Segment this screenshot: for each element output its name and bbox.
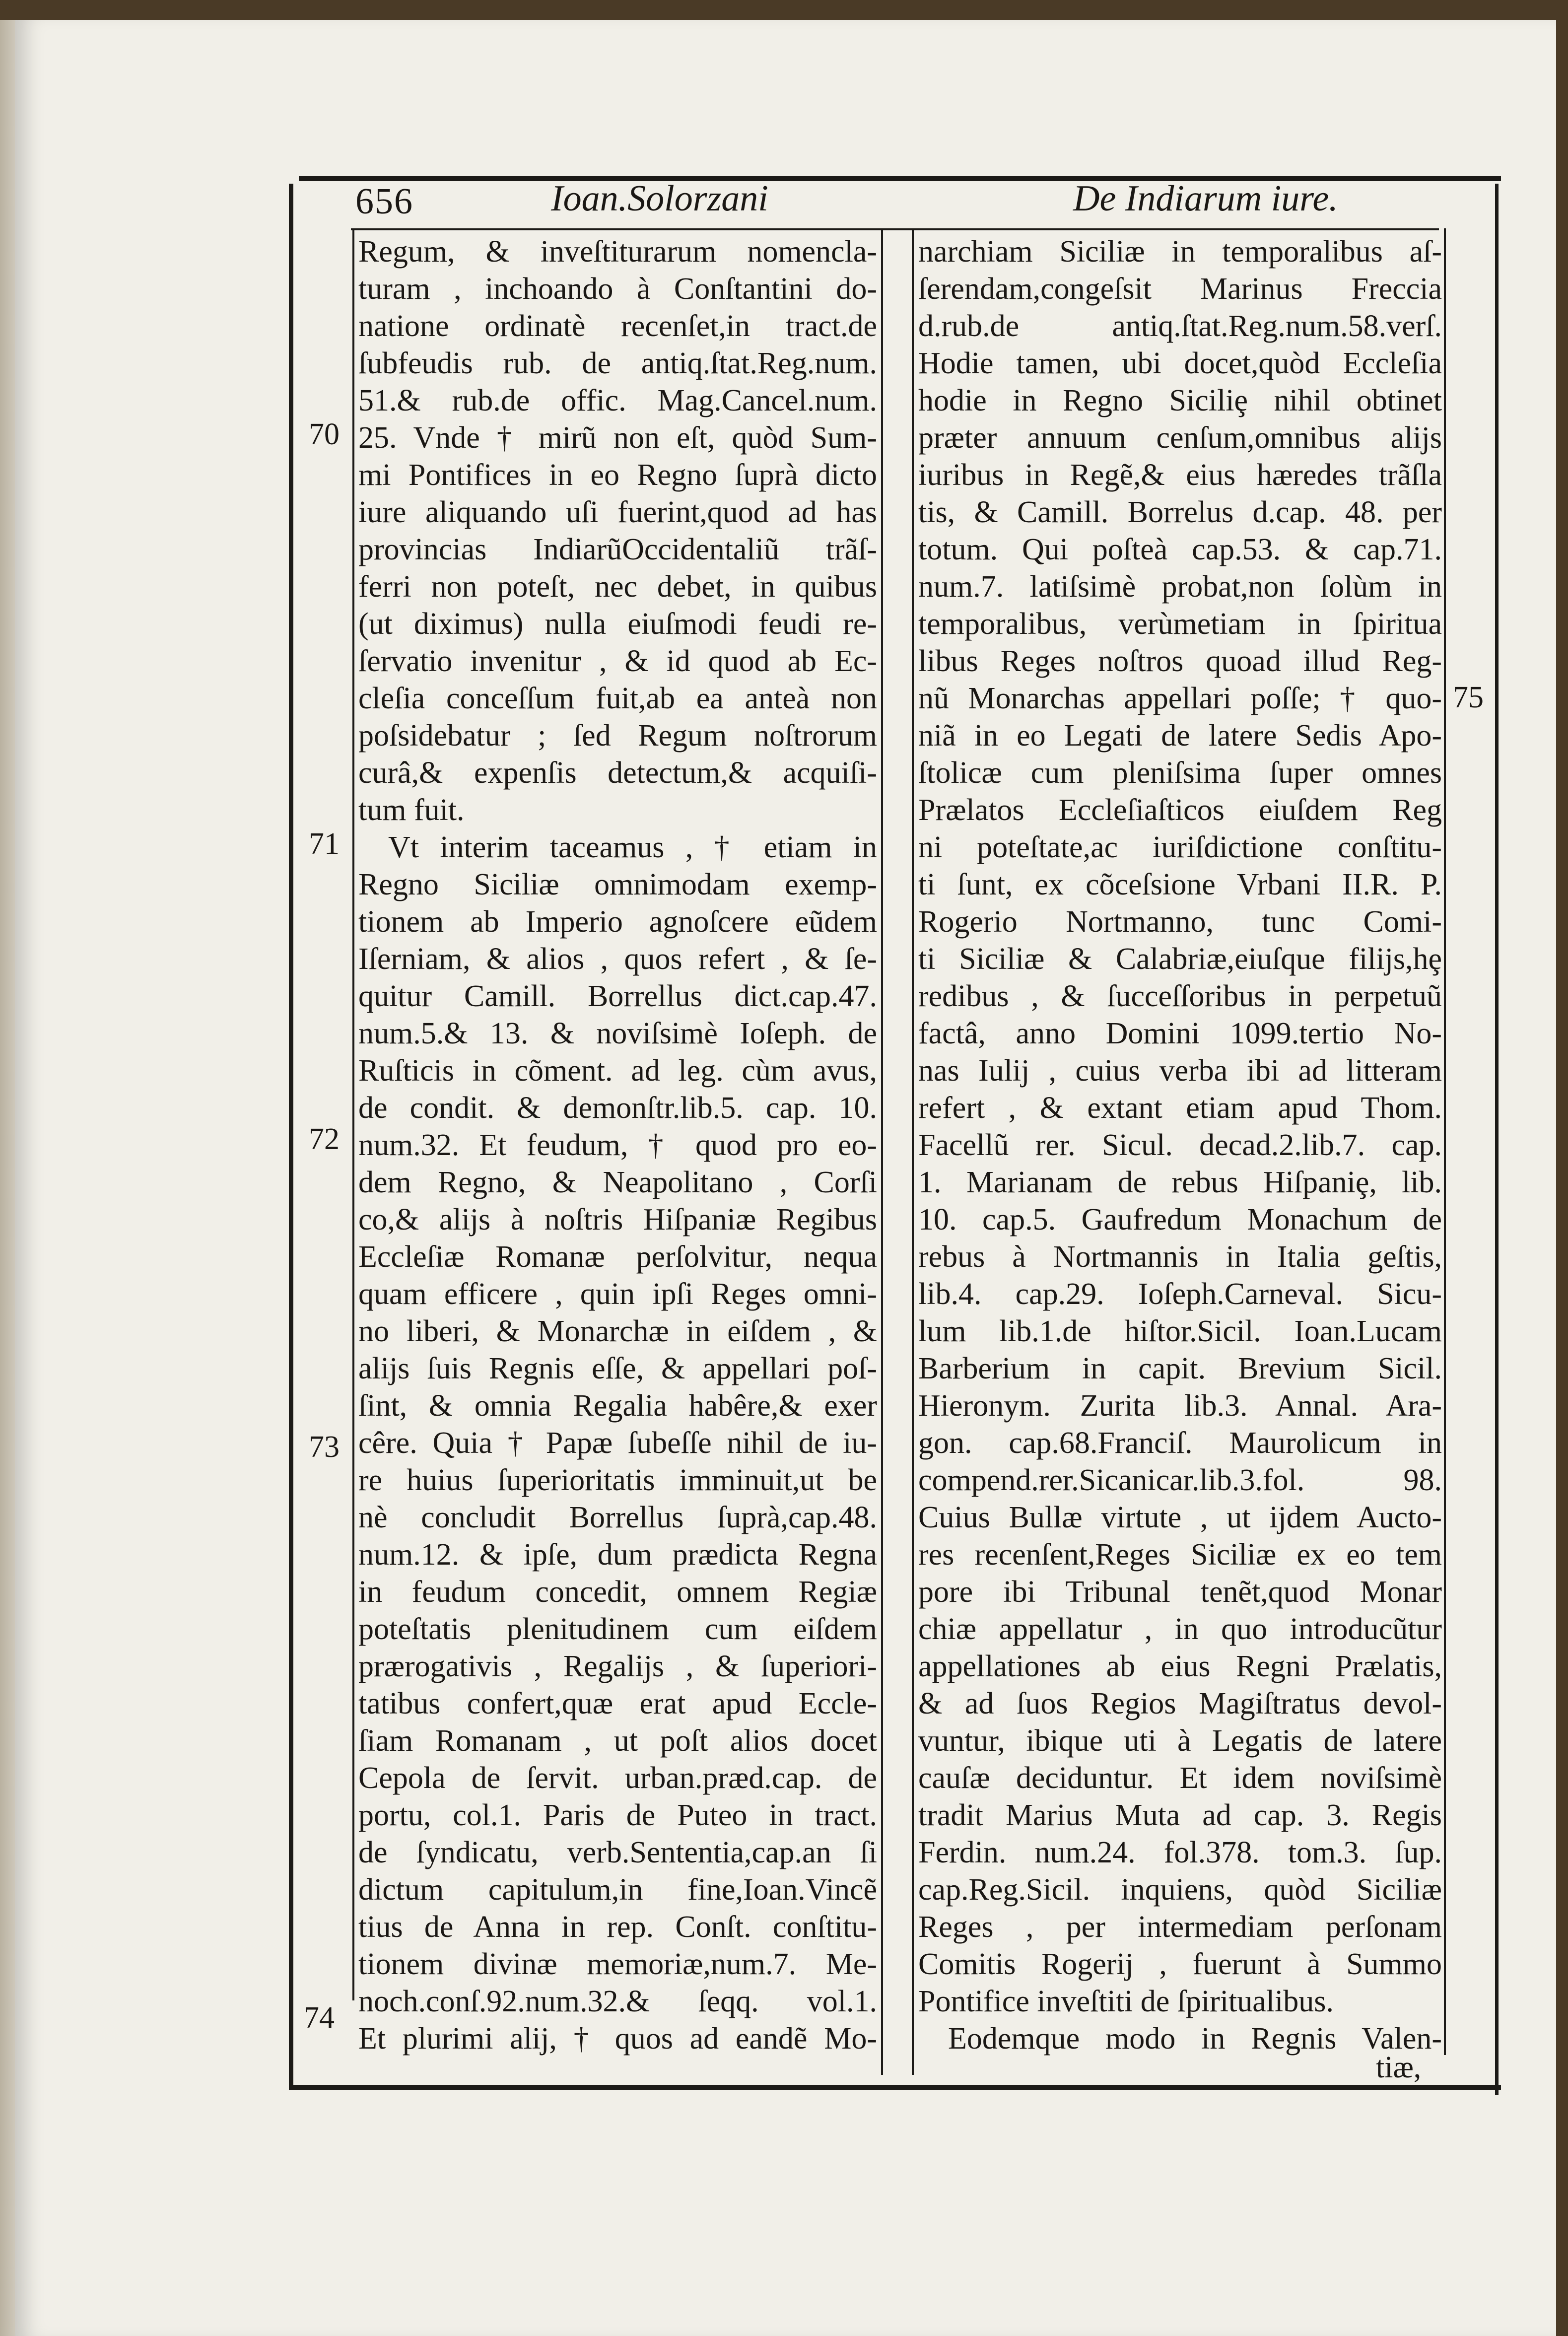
- running-head: [353, 178, 1495, 227]
- right-text-column: [918, 233, 1442, 2058]
- text-line: Comitis Rogerij , fuerunt à Summo: [918, 1947, 1442, 1981]
- text-line: ſiam Romanam , ut poſt alios docet: [358, 1724, 877, 1758]
- header-rule: [351, 228, 1439, 230]
- text-line: lib.4. cap.29. Ioſeph.Carneval. Sicu-: [918, 1277, 1442, 1311]
- text-line: dem Regno, & Neapolitano , Corſi: [358, 1166, 877, 1199]
- margin-number-75: 75: [1453, 681, 1484, 714]
- text-line: iuribus in Regẽ,& eius hæredes trãſla: [918, 458, 1442, 492]
- text-line: cleſia conceſſum fuit,ab ea anteà non: [358, 682, 877, 715]
- text-line: compend.rer.Sicanicar.lib.3.fol. 98.: [918, 1463, 1442, 1497]
- text-line: poteſtatis plenitudinem cum eiſdem: [358, 1612, 877, 1646]
- text-line: natione ordinatè recenſet,in tract.de: [358, 309, 877, 343]
- text-line: no liberi, & Monarchæ in eiſdem , &: [358, 1314, 877, 1348]
- text-line: 1. Marianam de rebus Hiſpaniȩ, lib.: [918, 1166, 1442, 1199]
- text-line: Hodie tamen, ubi docet,quòd Eccleſia: [918, 346, 1442, 380]
- text-line: tum fuit.: [358, 793, 465, 827]
- text-line: d.rub.de antiq.ſtat.Reg.num.58.verſ.: [918, 309, 1442, 343]
- margin-number-74: 74: [304, 2001, 335, 2035]
- text-line: tradit Marius Muta ad cap. 3. Regis: [918, 1798, 1442, 1832]
- frame-rule-left: [289, 184, 293, 2090]
- text-line: ſerendam,congeſsit Marinus Freccia: [918, 272, 1442, 306]
- text-line: cêre. Quia † Papæ ſubeſſe nihil de iu-: [358, 1426, 877, 1460]
- text-line: turam , inchoando à Conſtantini do-: [358, 272, 877, 306]
- text-line: poſsidebatur ; ſed Regum noſtrorum: [358, 719, 877, 753]
- text-line: appellationes ab eius Regni Prælatis,: [918, 1649, 1442, 1683]
- text-line: ſubfeudis rub. de antiq.ſtat.Reg.num.: [358, 346, 877, 380]
- text-line: ti ſunt, ex cõceſsione Vrbani II.R. P.: [918, 868, 1442, 901]
- text-line: Cepola de ſervit. urban.præd.cap. de: [358, 1761, 877, 1795]
- text-line: re huius ſuperioritatis imminuit,ut be: [358, 1463, 877, 1497]
- text-line: de condit. & demonſtr.lib.5. cap. 10.: [358, 1091, 877, 1125]
- text-line: pore ibi Tribunal tenẽt,quod Monar: [918, 1575, 1442, 1609]
- text-line: rebus à Nortmannis in Italia geſtis,: [918, 1240, 1442, 1274]
- text-line: tatibus confert,quæ erat apud Eccle-: [358, 1687, 877, 1720]
- text-line: num.32. Et feudum, † quod pro eo-: [358, 1128, 877, 1162]
- frame-rule-bottom: [289, 2085, 1501, 2090]
- text-line: Cuius Bullæ virtute , ut ijdem Aucto-: [918, 1501, 1442, 1534]
- page-number: 656: [355, 181, 413, 222]
- text-line: hodie in Regno Siciliȩ nihil obtinet: [918, 384, 1442, 417]
- text-line: Barberium in capit. Brevium Sicil.: [918, 1352, 1442, 1385]
- text-line: tis, & Camill. Borrelus d.cap. 48. per: [918, 495, 1442, 529]
- text-line: ſervatio invenitur , & id quod ab Ec-: [358, 644, 877, 678]
- text-line: Regum, & inveſtiturarum nomencla-: [358, 235, 877, 269]
- text-line: redibus , & ſucceſſoribus in perpetuũ: [918, 979, 1442, 1013]
- text-line: Prælatos Eccleſiaſticos eiuſdem Reg: [918, 793, 1442, 827]
- text-line: quam efficere , quin ipſi Reges omni-: [358, 1277, 877, 1311]
- text-line: Rogerio Nortmanno, tunc Comi-: [918, 905, 1442, 939]
- frame-rule-right: [1495, 184, 1499, 2095]
- text-line: Ferdin. num.24. fol.378. tom.3. ſup.: [918, 1836, 1442, 1869]
- text-line: Facellũ rer. Sicul. decad.2.lib.7. cap.: [918, 1128, 1442, 1162]
- text-line: cauſæ deciduntur. Et idem noviſsimè: [918, 1761, 1442, 1795]
- text-line: Hieronym. Zurita lib.3. Annal. Ara-: [918, 1389, 1442, 1423]
- margin-number-71: 71: [309, 827, 340, 861]
- text-line: totum. Qui poſteà cap.53. & cap.71.: [918, 533, 1442, 566]
- text-line: nas Iulij , cuius verba ibi ad litteram: [918, 1054, 1442, 1088]
- text-line: Et plurimi alij, † quos ad eandẽ Mo-: [358, 2022, 877, 2056]
- text-line: num.12. & ipſe, dum prædicta Regna: [358, 1538, 877, 1572]
- text-line: Reges , per intermediam perſonam: [918, 1910, 1442, 1944]
- left-text-column: [358, 233, 877, 2058]
- text-line: provincias IndiarũOccidentaliũ trãſ-: [358, 533, 877, 566]
- text-line: nè concludit Borrellus ſuprà,cap.48.: [358, 1501, 877, 1534]
- text-line: narchiam Siciliæ in temporalibus aſ-: [918, 235, 1442, 269]
- text-line: Regno Siciliæ omnimodam exemp-: [358, 868, 877, 901]
- text-line: 25. Vnde † mirũ non eſt, quòd Sum-: [358, 421, 877, 455]
- column-rule: [881, 228, 883, 2075]
- text-line: 10. cap.5. Gaufredum Monachum de: [918, 1203, 1442, 1237]
- text-line: & ad ſuos Regios Magiſtratus devol-: [918, 1687, 1442, 1720]
- text-line: (ut diximus) nulla eiuſmodi feudi re-: [358, 607, 877, 641]
- text-line: num.5.& 13. & noviſsimè Ioſeph. de: [358, 1017, 877, 1050]
- margin-number-72: 72: [309, 1122, 340, 1156]
- text-line: Ruſticis in cõment. ad leg. cùm avus,: [358, 1054, 877, 1088]
- text-line: mi Pontifices in eo Regno ſuprà dicto: [358, 458, 877, 492]
- text-line: ti Siciliæ & Calabriæ,eiuſque filijs,hȩ: [918, 942, 1442, 976]
- text-line: tionem divinæ memoriæ,num.7. Me-: [358, 1947, 877, 1981]
- text-line: cap.Reg.Sicil. inquiens, quòd Siciliæ: [918, 1873, 1442, 1907]
- running-head-author: Ioan.Solorzani: [551, 178, 768, 219]
- text-line: niã in eo Legati de latere Sedis Apo-: [918, 719, 1442, 753]
- column-rule: [1444, 228, 1446, 2055]
- text-line: temporalibus, verùmetiam in ſpiritua: [918, 607, 1442, 641]
- text-line: libus Reges noſtros quoad illud Reg-: [918, 644, 1442, 678]
- text-line: alijs ſuis Regnis eſſe, & appellari poſ-: [358, 1352, 877, 1385]
- text-line: vuntur, ibique uti à Legatis de latere: [918, 1724, 1442, 1758]
- text-line: factâ, anno Domini 1099.tertio No-: [918, 1017, 1442, 1050]
- text-line: de ſyndicatu, verb.Sententia,cap.an ſi: [358, 1836, 877, 1869]
- text-line: Eodemque modo in Regnis Valen-: [948, 2022, 1442, 2056]
- text-line: tius de Anna in rep. Conſt. conſtitu-: [358, 1910, 877, 1944]
- text-line: Pontifice inveſtiti de ſpiritualibus.: [918, 1985, 1334, 2018]
- text-line: lum lib.1.de hiſtor.Sicil. Ioan.Lucam: [918, 1314, 1442, 1348]
- margin-number-70: 70: [309, 417, 340, 451]
- text-line: portu, col.1. Paris de Puteo in tract.: [358, 1798, 877, 1832]
- text-line: chiæ appellatur , in quo introducũtur: [918, 1612, 1442, 1646]
- running-head-title: De Indiarum iure.: [1073, 178, 1338, 219]
- column-rule: [912, 228, 914, 2075]
- text-line: prærogativis , Regalijs , & ſuperiori-: [358, 1649, 877, 1683]
- text-line: ſint, & omnia Regalia habêre,& exer: [358, 1389, 877, 1423]
- margin-number-73: 73: [309, 1430, 340, 1464]
- catchword: tiæ,: [1376, 2051, 1422, 2084]
- text-line: quitur Camill. Borrellus dict.cap.47.: [358, 979, 877, 1013]
- text-line: nũ Monarchas appellari poſſe; † quo-: [918, 682, 1442, 715]
- text-line: curâ,& expenſis detectum,& acquiſi-: [358, 756, 877, 790]
- text-line: iure aliquando uſi fuerint,quod ad has: [358, 495, 877, 529]
- text-line: ferri non poteſt, nec debet, in quibus: [358, 570, 877, 604]
- text-line: noch.conſ.92.num.32.& ſeqq. vol.1.: [358, 1985, 877, 2018]
- text-line: Iſerniam, & alios , quos refert , & ſe-: [358, 942, 877, 976]
- text-line: Vt interim taceamus , † etiam in: [388, 830, 877, 864]
- text-line: num.7. latiſsimè probat,non ſolùm in: [918, 570, 1442, 604]
- text-line: dictum capitulum,in fine,Ioan.Vincẽ: [358, 1873, 877, 1907]
- text-line: tionem ab Imperio agnoſcere eũdem: [358, 905, 877, 939]
- column-rule: [352, 228, 354, 2000]
- text-line: præter annuum cenſum,omnibus alijs: [918, 421, 1442, 455]
- text-line: res recenſent,Reges Siciliæ ex eo tem: [918, 1538, 1442, 1572]
- text-line: ni poteſtate,ac iuriſdictione conſtitu-: [918, 830, 1442, 864]
- text-line: co,& alijs à noſtris Hiſpaniæ Regibus: [358, 1203, 877, 1237]
- text-line: 51.& rub.de offic. Mag.Cancel.num.: [358, 384, 877, 417]
- text-line: gon. cap.68.Franciſ. Maurolicum in: [918, 1426, 1442, 1460]
- text-line: in feudum concedit, omnem Regiæ: [358, 1575, 877, 1609]
- text-line: ſtolicæ cum pleniſsima ſuper omnes: [918, 756, 1442, 790]
- text-frame: [289, 169, 1501, 2095]
- text-line: refert , & extant etiam apud Thom.: [918, 1091, 1442, 1125]
- text-line: Eccleſiæ Romanæ perſolvitur, nequa: [358, 1240, 877, 1274]
